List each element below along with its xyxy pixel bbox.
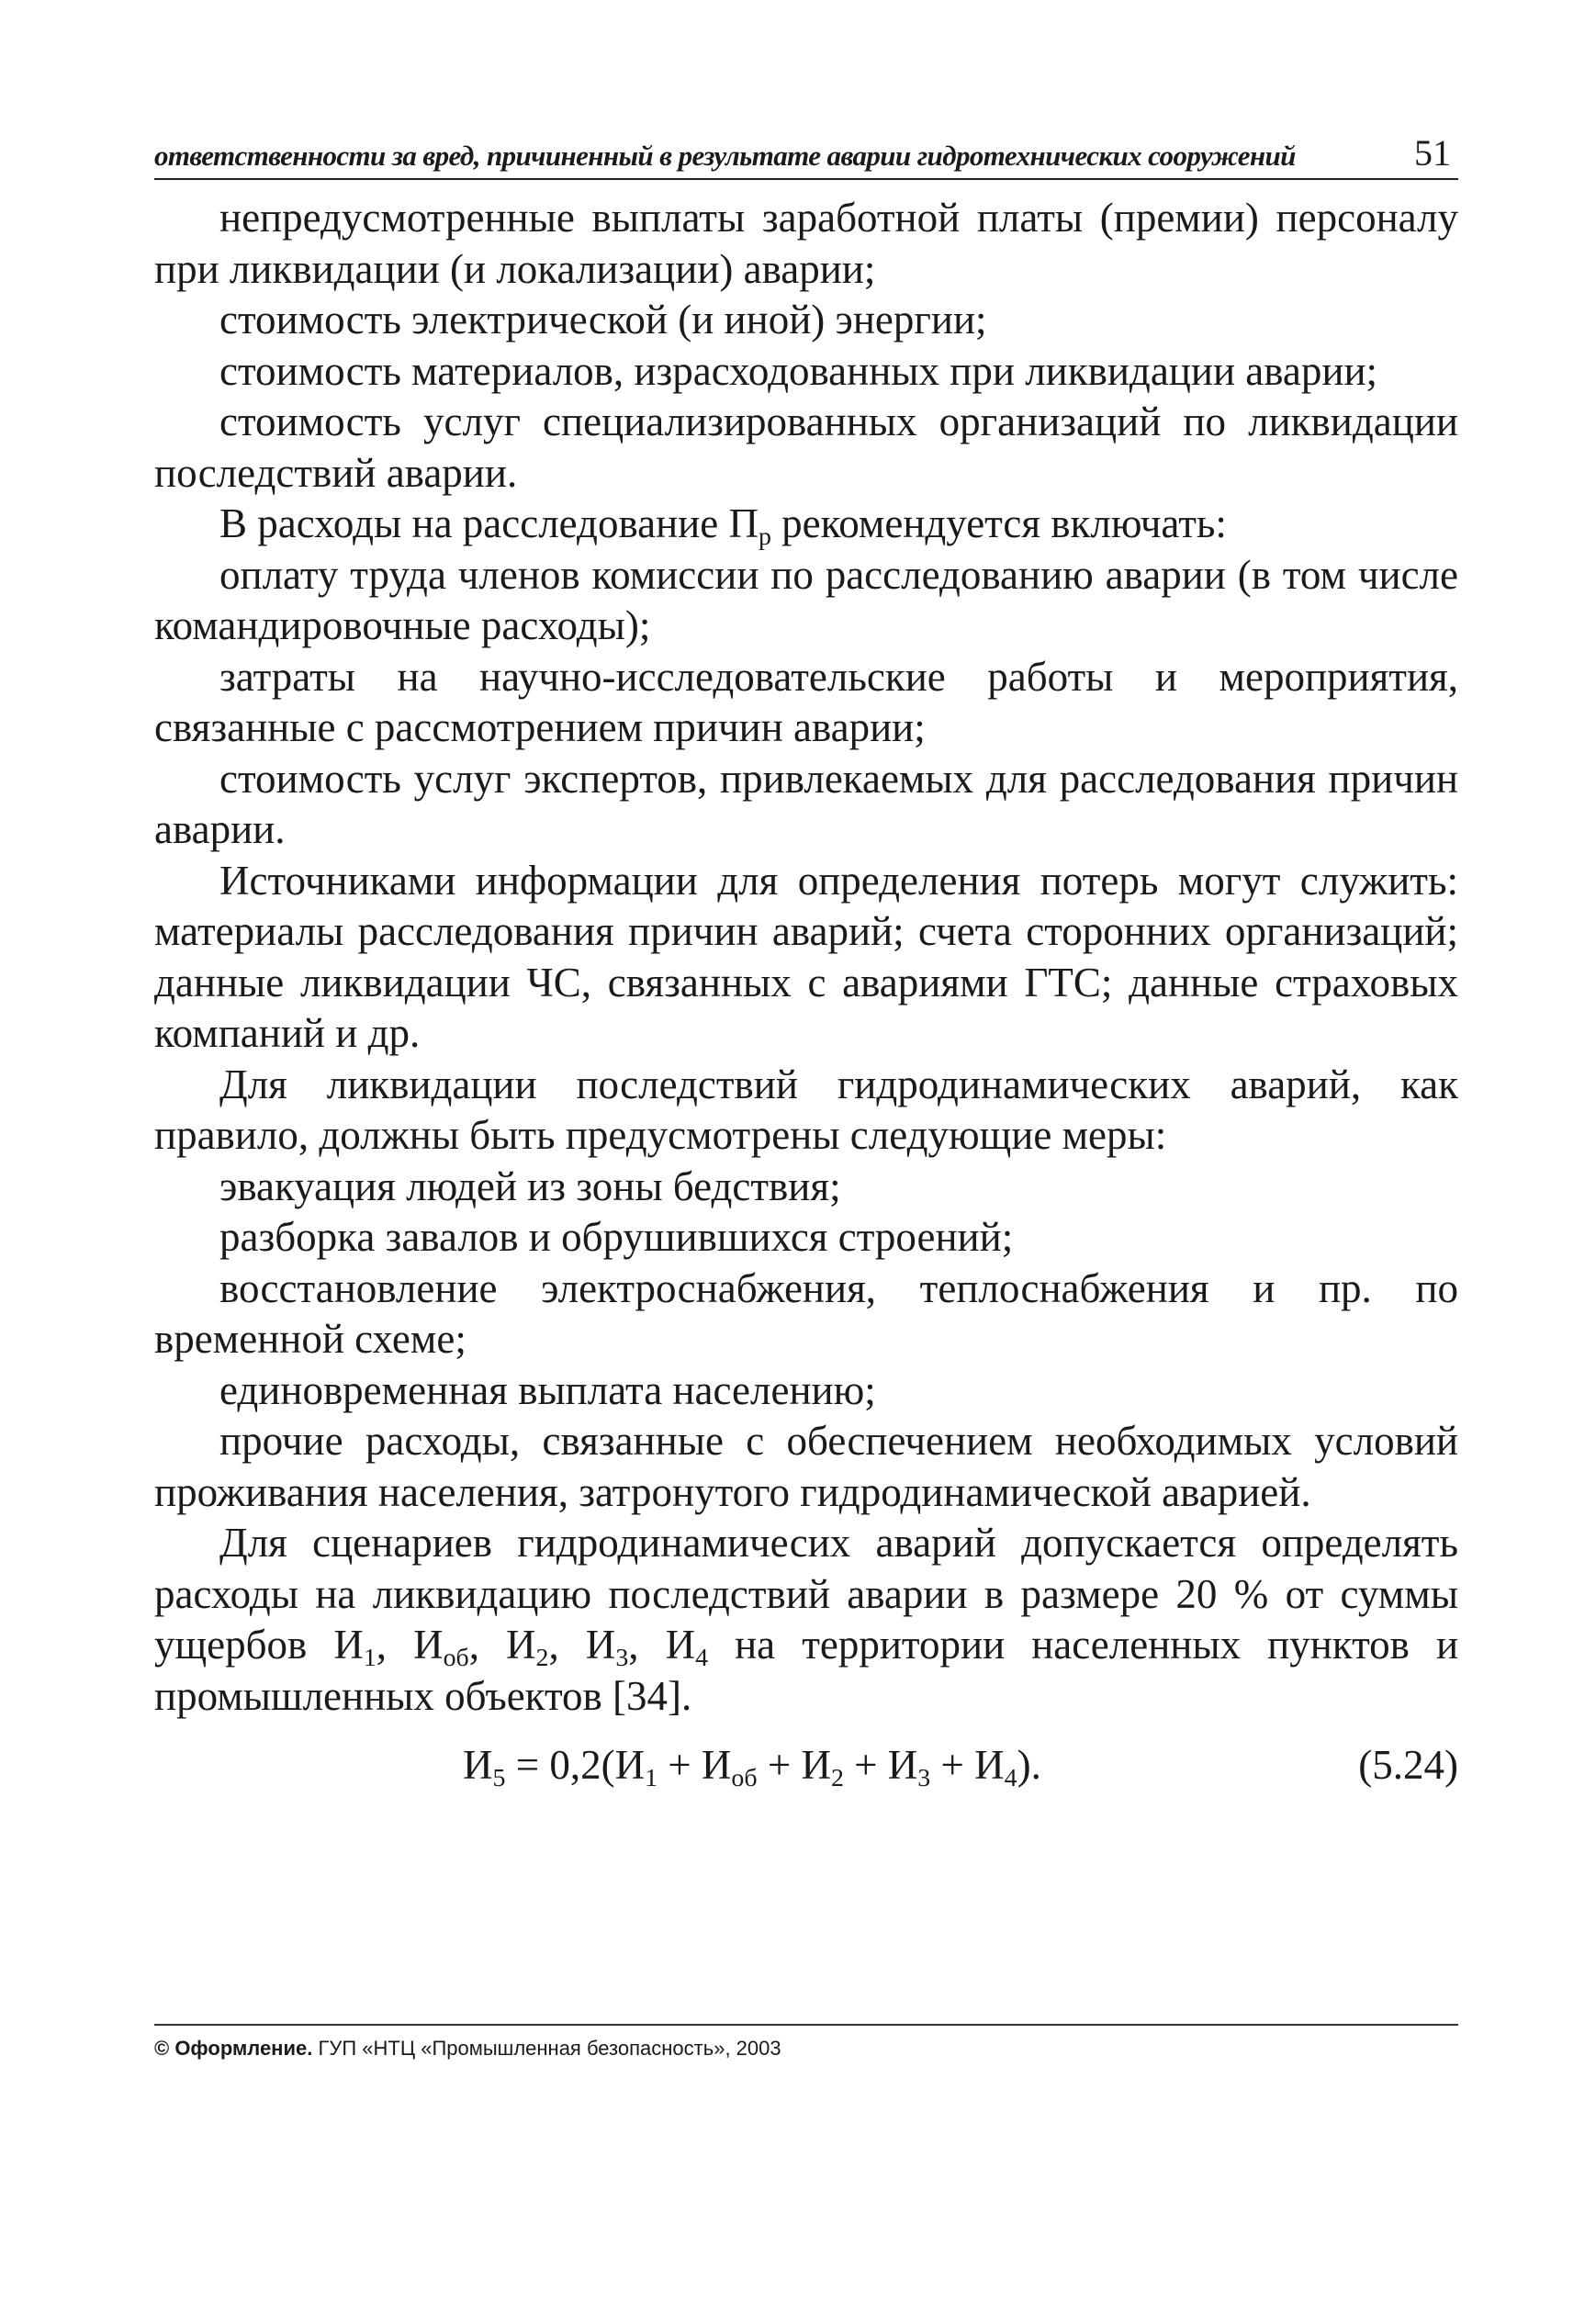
formula-number: (5.24) bbox=[1358, 1742, 1458, 1788]
paragraph-evacuation: эвакуация людей из зоны бедствия; bbox=[219, 1163, 841, 1209]
scenario-text: Для сценариев гидродинамичесих аварий допускается определять расходы на ликвидацию последствий аварии в размере 20 % от суммы ущербов И bbox=[154, 1520, 1458, 1668]
scenario-text: , И bbox=[628, 1622, 696, 1668]
formula-subscript: 3 bbox=[917, 1763, 931, 1792]
paragraph-debris-clearing: разборка завалов и обрушившихся строений; bbox=[219, 1214, 1014, 1260]
formula-part: + И bbox=[658, 1742, 732, 1788]
scenario-subscript: об bbox=[443, 1643, 469, 1672]
scenario-subscript: 1 bbox=[363, 1643, 377, 1672]
formula-part: И bbox=[463, 1742, 493, 1788]
paragraph-other-expenses: прочие расходы, связанные с обеспечением необходимых условий проживания населения, затронутого гидродинамической аварией. bbox=[154, 1418, 1458, 1515]
formula-subscript: 4 bbox=[1004, 1763, 1017, 1792]
paragraph-specialized-services: стоимость услуг специализированных организаций по ликвидации последствий аварии. bbox=[154, 399, 1458, 496]
paragraph-research-costs: затраты на научно-исследовательские работы и мероприятия, связанные с рассмотрением причин аварии; bbox=[154, 653, 1458, 750]
formula-part: + И bbox=[930, 1742, 1005, 1788]
page bbox=[154, 129, 1458, 1806]
paragraph-expert-services: стоимость услуг экспертов, привлекаемых для расследования причин аварии. bbox=[154, 755, 1458, 852]
formula-part: + И bbox=[757, 1742, 831, 1788]
paragraph-materials-cost: стоимость материалов, израсходованных при ликвидации аварии; bbox=[219, 347, 1378, 394]
formula-row bbox=[154, 1738, 1458, 1806]
scenario-subscript: 4 bbox=[695, 1643, 709, 1672]
paragraph-scenario-costs bbox=[154, 1518, 1458, 1722]
formula-subscript: 5 bbox=[492, 1763, 506, 1792]
footer-lead: © Оформление. bbox=[154, 2037, 313, 2060]
formula-subscript: 1 bbox=[645, 1763, 658, 1792]
running-title: ответственности за вред, причиненный в результате аварии гидротехнических сооружений bbox=[154, 140, 1296, 172]
paragraph-energy-cost: стоимость электрической (и иной) энергии; bbox=[219, 297, 987, 343]
paragraph-investigation-intro bbox=[154, 499, 1458, 550]
scenario-subscript: 2 bbox=[535, 1643, 549, 1672]
paragraph-unforeseen-payments: непредусмотренные выплаты заработной платы (премии) персоналу при ликвидации (и локализации) аварии; bbox=[154, 195, 1458, 292]
scenario-subscript: 3 bbox=[615, 1643, 629, 1672]
scenario-text: , И bbox=[468, 1622, 536, 1668]
investigation-intro-text-end: рекомендуется включать: bbox=[770, 500, 1227, 546]
formula bbox=[463, 1738, 1041, 1792]
scenario-text: , И bbox=[548, 1622, 616, 1668]
investigation-intro-text: В расходы на расследование П bbox=[219, 500, 759, 546]
running-header bbox=[154, 129, 1458, 180]
body-text bbox=[154, 193, 1458, 1722]
formula-subscript: об bbox=[731, 1763, 758, 1792]
paragraph-commission-pay: оплату труда членов комиссии по расследованию аварии (в том числе командировочные расходы); bbox=[154, 551, 1458, 648]
formula-part: + И bbox=[843, 1742, 918, 1788]
investigation-intro-subscript: р bbox=[758, 522, 771, 551]
scenario-text: на территории населенных пунктов и промышленных объектов [34]. bbox=[154, 1622, 1459, 1719]
formula-part: = 0,2(И bbox=[505, 1742, 646, 1788]
formula-part: ). bbox=[1017, 1742, 1041, 1788]
paragraph-information-sources: Источниками информации для определения потерь могут служить: материалы расследования причин аварий; счета сторонних организаций; данные ликвидации ЧС, связанных с авариями ГТС; данные страховых компаний и др. bbox=[154, 857, 1458, 1056]
paragraph-measures-intro: Для ликвидации последствий гидродинамических аварий, как правило, должны быть предусмотрены следующие меры: bbox=[154, 1061, 1458, 1158]
paragraph-lump-sum-payment: единовременная выплата населению; bbox=[219, 1366, 876, 1413]
formula-subscript: 2 bbox=[830, 1763, 844, 1792]
scenario-text: , И bbox=[376, 1622, 444, 1668]
paragraph-power-restoration: восстановление электроснабжения, теплоснабжения и пр. по временной схеме; bbox=[154, 1264, 1458, 1362]
page-number: 51 bbox=[1414, 132, 1451, 174]
footer-publisher: ГУП «НТЦ «Промышленная безопасность», 2003 bbox=[312, 2037, 781, 2060]
footer bbox=[154, 2024, 1458, 2061]
